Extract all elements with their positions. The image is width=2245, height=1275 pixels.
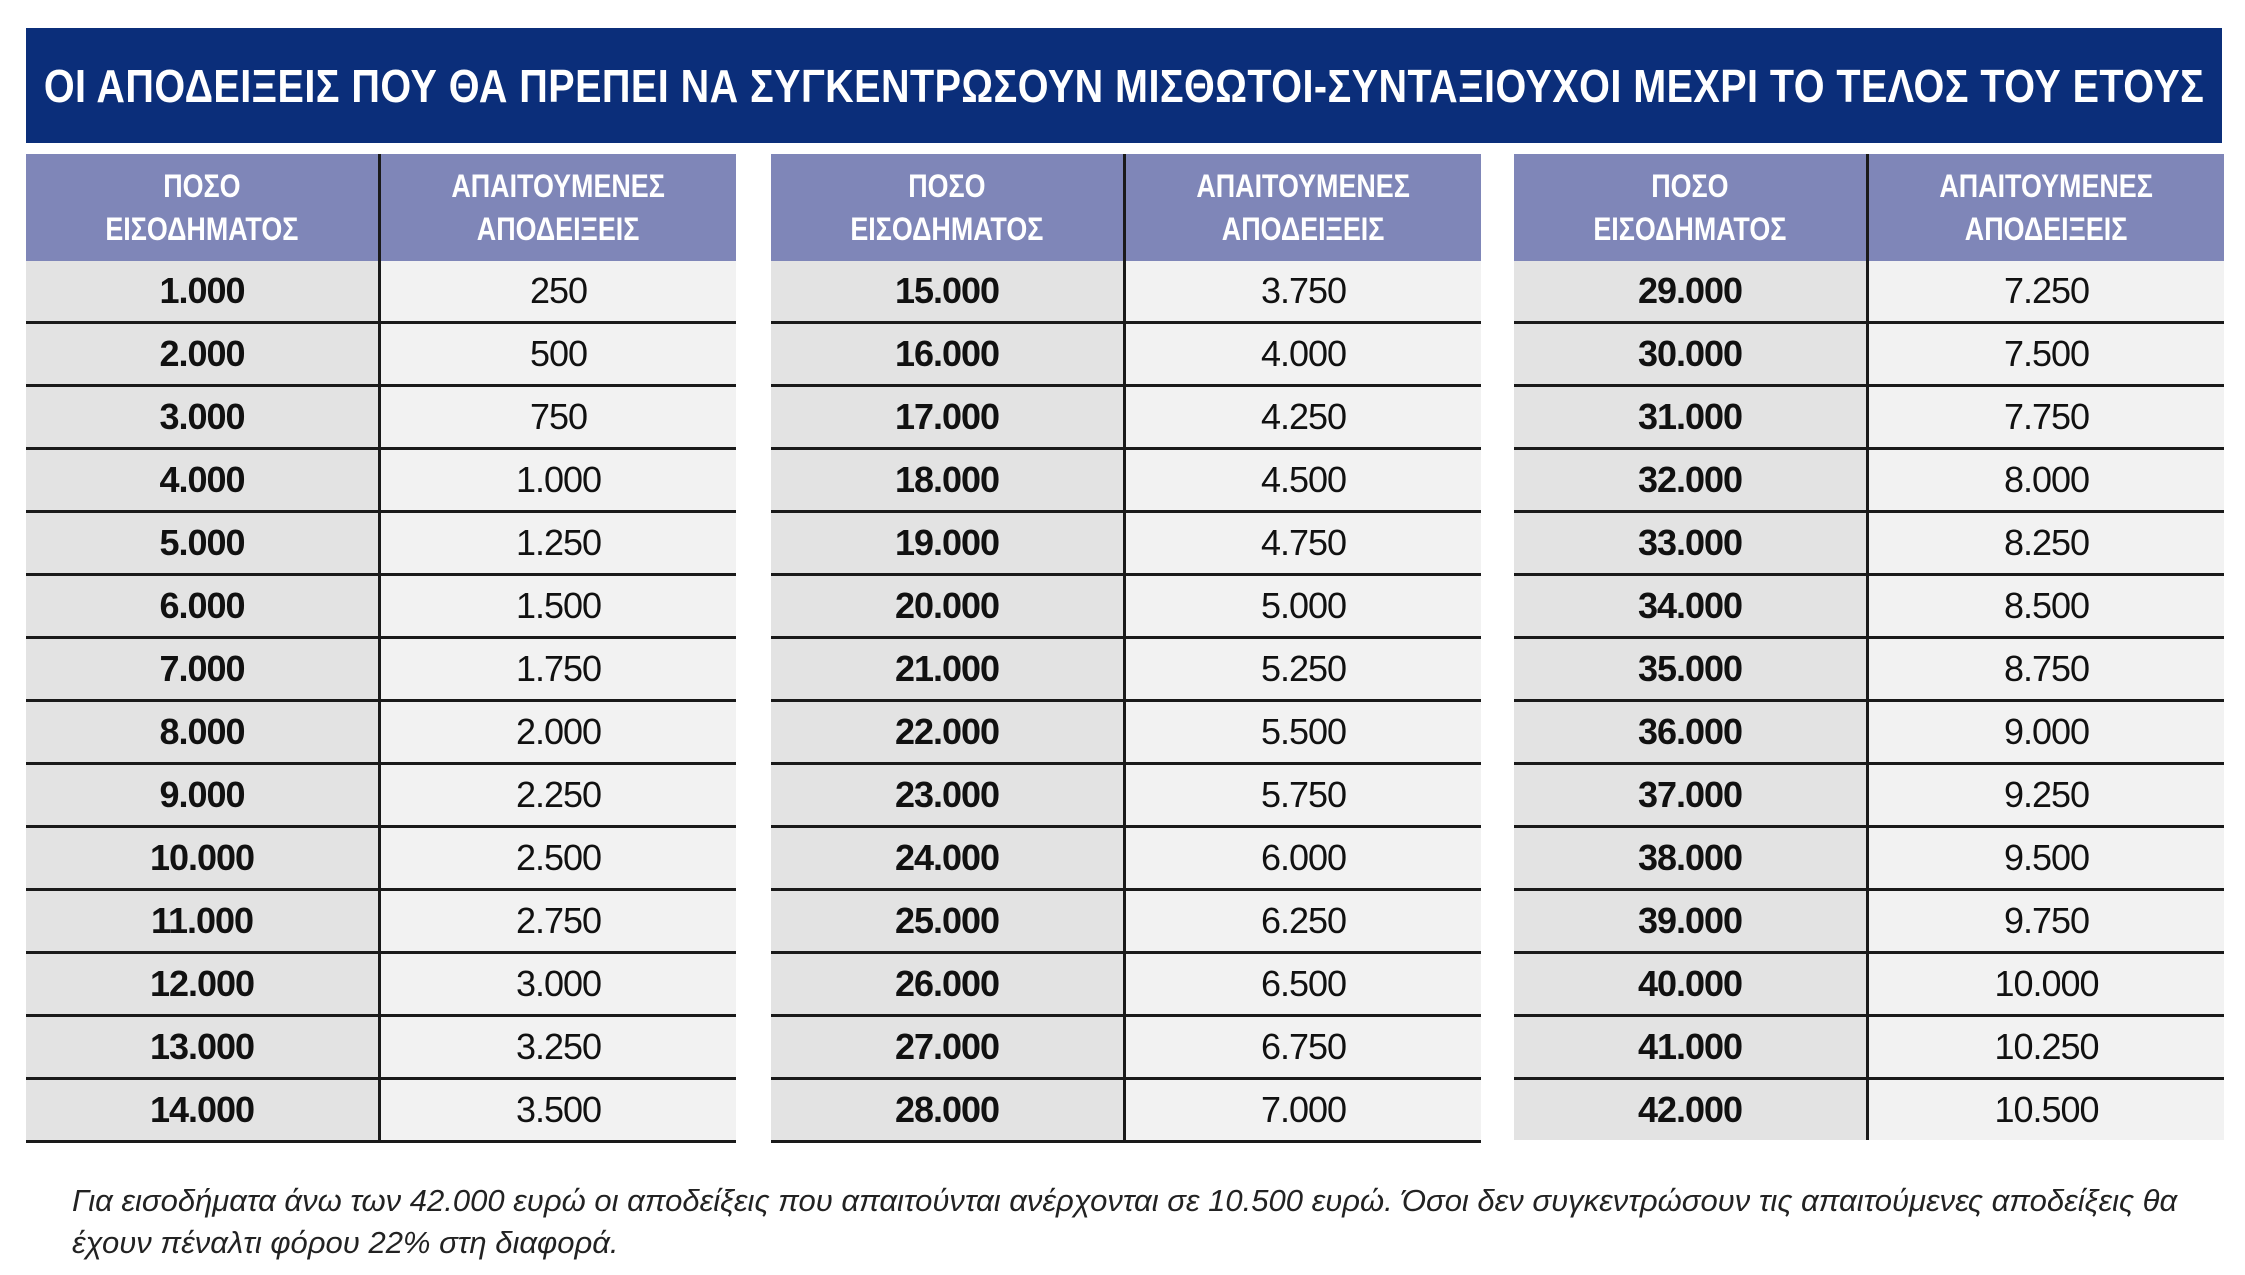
table-header <box>26 154 736 261</box>
income-cell: 36.000 <box>1514 702 1869 762</box>
income-cell: 8.000 <box>26 702 381 762</box>
receipts-column-header-label: ΑΠΑΙΤΟΥΜΕΝΕΣ ΑΠΟΔΕΙΞΕΙΣ <box>1196 167 1411 247</box>
income-cell: 23.000 <box>771 765 1126 825</box>
table-row <box>1514 576 2224 639</box>
table-row <box>771 576 1481 639</box>
receipts-column-header <box>381 154 736 261</box>
table-row <box>1514 261 2224 324</box>
receipts-cell: 2.750 <box>381 891 736 951</box>
table-row <box>1514 954 2224 1017</box>
table-row <box>771 324 1481 387</box>
income-cell: 18.000 <box>771 450 1126 510</box>
receipts-cell: 2.500 <box>381 828 736 888</box>
table-header <box>771 154 1481 261</box>
receipts-cell: 3.500 <box>381 1080 736 1140</box>
receipts-cell: 9.500 <box>1869 828 2224 888</box>
income-cell: 41.000 <box>1514 1017 1869 1077</box>
receipts-cell: 8.750 <box>1869 639 2224 699</box>
receipts-cell: 10.250 <box>1869 1017 2224 1077</box>
income-cell: 25.000 <box>771 891 1126 951</box>
receipts-cell: 9.750 <box>1869 891 2224 951</box>
receipts-table-1 <box>26 154 736 1143</box>
receipts-cell: 1.500 <box>381 576 736 636</box>
receipts-cell: 5.500 <box>1126 702 1481 762</box>
receipts-cell: 7.500 <box>1869 324 2224 384</box>
income-cell: 39.000 <box>1514 891 1869 951</box>
table-row <box>26 576 736 639</box>
table-row <box>26 324 736 387</box>
income-cell: 19.000 <box>771 513 1126 573</box>
receipts-cell: 6.750 <box>1126 1017 1481 1077</box>
receipts-cell: 250 <box>381 261 736 321</box>
table-row <box>771 450 1481 513</box>
income-cell: 11.000 <box>26 891 381 951</box>
receipts-cell: 4.750 <box>1126 513 1481 573</box>
table-row <box>1514 1017 2224 1080</box>
income-cell: 31.000 <box>1514 387 1869 447</box>
table-row <box>1514 765 2224 828</box>
income-cell: 15.000 <box>771 261 1126 321</box>
receipts-cell: 10.500 <box>1869 1080 2224 1140</box>
income-cell: 30.000 <box>1514 324 1869 384</box>
receipts-cell: 7.750 <box>1869 387 2224 447</box>
footnote: Για εισοδήματα άνω των 42.000 ευρώ οι αποδείξεις που απαιτούνται ανέρχονται σε 10.500 ευρώ. Όσοι δεν συγκεντρώσουν τις απαιτούμενες αποδείξεις θα έχουν πέναλτι φόρου 22% στη διαφορά. <box>72 1183 2178 1260</box>
receipts-cell: 3.250 <box>381 1017 736 1077</box>
table-row <box>1514 513 2224 576</box>
table-row <box>1514 1080 2224 1143</box>
table-row <box>26 1080 736 1143</box>
receipts-cell: 7.250 <box>1869 261 2224 321</box>
income-cell: 17.000 <box>771 387 1126 447</box>
income-cell: 1.000 <box>26 261 381 321</box>
receipts-cell: 1.000 <box>381 450 736 510</box>
receipts-column-header-label: ΑΠΑΙΤΟΥΜΕΝΕΣ ΑΠΟΔΕΙΞΕΙΣ <box>1939 167 2154 247</box>
income-cell: 27.000 <box>771 1017 1126 1077</box>
receipts-column-header-label: ΑΠΑΙΤΟΥΜΕΝΕΣ ΑΠΟΔΕΙΞΕΙΣ <box>451 167 666 247</box>
title-banner <box>26 28 2222 143</box>
receipts-cell: 10.000 <box>1869 954 2224 1014</box>
income-cell: 28.000 <box>771 1080 1126 1140</box>
income-cell: 5.000 <box>26 513 381 573</box>
income-column-header <box>1514 154 1869 261</box>
income-column-header <box>26 154 381 261</box>
table-row <box>1514 828 2224 891</box>
income-column-header <box>771 154 1126 261</box>
income-cell: 2.000 <box>26 324 381 384</box>
income-cell: 9.000 <box>26 765 381 825</box>
receipts-cell: 9.250 <box>1869 765 2224 825</box>
income-cell: 12.000 <box>26 954 381 1014</box>
income-cell: 32.000 <box>1514 450 1869 510</box>
table-row <box>1514 891 2224 954</box>
table-row <box>771 702 1481 765</box>
receipts-cell: 2.000 <box>381 702 736 762</box>
page-title: ΟΙ ΑΠΟΔΕΙΞΕΙΣ ΠΟΥ ΘΑ ΠΡΕΠΕΙ ΝΑ ΣΥΓΚΕΝΤΡΩΣΟΥΝ ΜΙΣΘΩΤΟΙ-ΣΥΝΤΑΞΙΟΥΧΟΙ ΜΕΧΡΙ ΤΟ ΤΕΛΟΣ ΤΟΥ ΕΤΟΥΣ <box>43 59 2205 112</box>
income-cell: 7.000 <box>26 639 381 699</box>
income-column-header-label: ΠΟΣΟ ΕΙΣΟΔΗΜΑΤΟΣ <box>1593 167 1787 247</box>
table-row <box>1514 324 2224 387</box>
table-row <box>26 513 736 576</box>
table-row <box>26 387 736 450</box>
income-cell: 13.000 <box>26 1017 381 1077</box>
receipts-tables <box>26 154 2222 1146</box>
table-row <box>771 639 1481 702</box>
table-row <box>771 765 1481 828</box>
table-row <box>26 954 736 1017</box>
table-row <box>26 450 736 513</box>
income-cell: 38.000 <box>1514 828 1869 888</box>
table-row <box>771 261 1481 324</box>
receipts-cell: 3.750 <box>1126 261 1481 321</box>
receipts-cell: 8.500 <box>1869 576 2224 636</box>
receipts-cell: 6.500 <box>1126 954 1481 1014</box>
table-row <box>26 702 736 765</box>
table-row <box>26 828 736 891</box>
receipts-cell: 8.250 <box>1869 513 2224 573</box>
income-cell: 4.000 <box>26 450 381 510</box>
income-cell: 22.000 <box>771 702 1126 762</box>
income-cell: 21.000 <box>771 639 1126 699</box>
receipts-cell: 4.000 <box>1126 324 1481 384</box>
table-row <box>26 261 736 324</box>
receipts-cell: 5.000 <box>1126 576 1481 636</box>
income-column-header-label: ΠΟΣΟ ΕΙΣΟΔΗΜΑΤΟΣ <box>105 167 299 247</box>
income-cell: 20.000 <box>771 576 1126 636</box>
table-row <box>1514 450 2224 513</box>
income-cell: 3.000 <box>26 387 381 447</box>
income-cell: 10.000 <box>26 828 381 888</box>
table-row <box>1514 639 2224 702</box>
income-cell: 24.000 <box>771 828 1126 888</box>
income-cell: 42.000 <box>1514 1080 1869 1140</box>
table-row <box>26 765 736 828</box>
table-row <box>771 954 1481 1017</box>
receipts-column-header <box>1869 154 2224 261</box>
receipts-cell: 6.000 <box>1126 828 1481 888</box>
receipts-cell: 1.750 <box>381 639 736 699</box>
table-row <box>771 387 1481 450</box>
income-cell: 33.000 <box>1514 513 1869 573</box>
table-row <box>26 639 736 702</box>
receipts-cell: 4.500 <box>1126 450 1481 510</box>
receipts-cell: 5.250 <box>1126 639 1481 699</box>
receipts-cell: 5.750 <box>1126 765 1481 825</box>
income-cell: 40.000 <box>1514 954 1869 1014</box>
receipts-cell: 500 <box>381 324 736 384</box>
receipts-column-header <box>1126 154 1481 261</box>
table-row <box>26 891 736 954</box>
table-header <box>1514 154 2224 261</box>
table-row <box>771 828 1481 891</box>
income-column-header-label: ΠΟΣΟ ΕΙΣΟΔΗΜΑΤΟΣ <box>850 167 1044 247</box>
income-cell: 14.000 <box>26 1080 381 1140</box>
table-row <box>771 513 1481 576</box>
receipts-cell: 8.000 <box>1869 450 2224 510</box>
income-cell: 6.000 <box>26 576 381 636</box>
receipts-cell: 4.250 <box>1126 387 1481 447</box>
receipts-cell: 9.000 <box>1869 702 2224 762</box>
receipts-cell: 6.250 <box>1126 891 1481 951</box>
income-cell: 26.000 <box>771 954 1126 1014</box>
receipts-cell: 1.250 <box>381 513 736 573</box>
receipts-cell: 3.000 <box>381 954 736 1014</box>
table-row <box>1514 702 2224 765</box>
income-cell: 34.000 <box>1514 576 1869 636</box>
receipts-cell: 750 <box>381 387 736 447</box>
table-row <box>771 1017 1481 1080</box>
income-cell: 29.000 <box>1514 261 1869 321</box>
table-row <box>771 891 1481 954</box>
receipts-table-3 <box>1514 154 2224 1143</box>
receipts-cell: 7.000 <box>1126 1080 1481 1140</box>
table-row <box>1514 387 2224 450</box>
income-cell: 37.000 <box>1514 765 1869 825</box>
table-row <box>771 1080 1481 1143</box>
income-cell: 35.000 <box>1514 639 1869 699</box>
receipts-cell: 2.250 <box>381 765 736 825</box>
table-row <box>26 1017 736 1080</box>
income-cell: 16.000 <box>771 324 1126 384</box>
receipts-table-2 <box>771 154 1481 1143</box>
